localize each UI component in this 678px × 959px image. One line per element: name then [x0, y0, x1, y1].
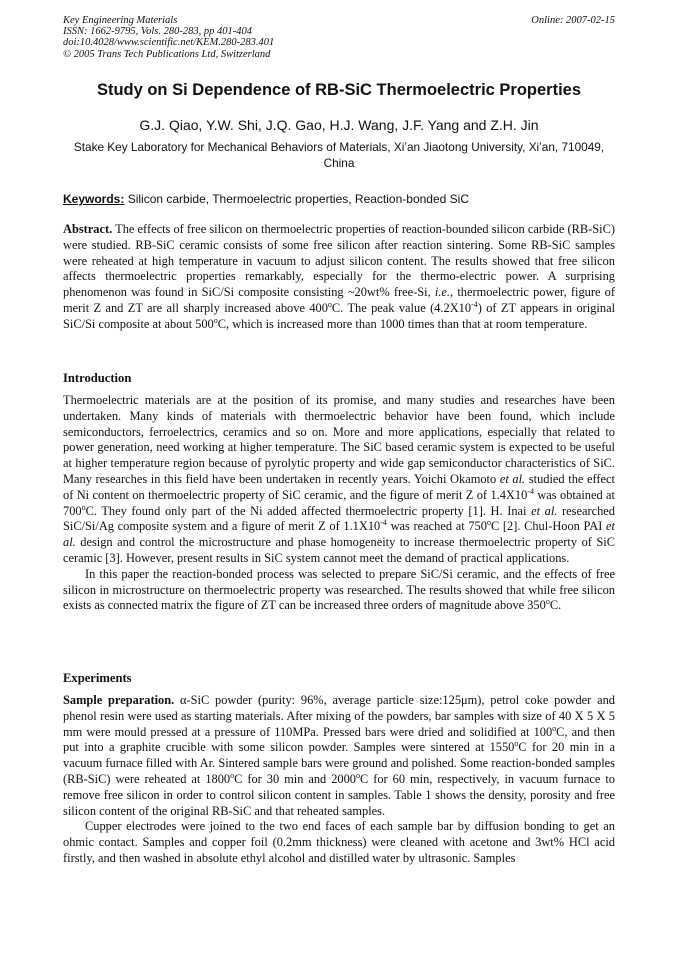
journal-header: [63, 15, 274, 60]
abstract-label: Abstract.: [63, 222, 113, 236]
abstract: Abstract. The effects of free silicon on thermoelectric properties of reaction-bounded silicon carbide (RB-SiC) were studied. RB-SiC ceramic consists of some free silicon after reaction sintering. Some RB-SiC samples were reheated at high temperature in vacuum to adjust silicon content. The results showed that free silicon affects thermoelectric properties remarkably, especially for the thermo-electric power. A surprising phenomenon was found in SiC/Si composite consisting ~20wt% free-Si, i.e., thermoelectric power, figure of merit Z and ZT are all sharply increased above 400$^o$C. The peak value $(4.2X10^{-4})$ of ZT appears in original SiC/Si composite at about 500$^o$C, which is increased more than 1000 times than that at room temperature.: [63, 222, 616, 331]
intro-paragraph: Thermoelectric materials are at the position of its promise, and many studies and researches have been undertaken. Many kinds of materials with thermoelectric behavior have been found, which include semiconductors, ferroelectrics, ceramics and so on. More and more applications, especially that related to power generation, need working at higher temperature. The SiC based ceramic system is expected to be useful at higher temperature region because of pyrolytic property and wide gap semiconductor characteristics of SiC. Many researches in this field have been undertaken in recently years. Yoichi Okamoto et al. studied the effect of Ni content on thermoelectric property of SiC ceramic, and the figure of merit Z of $1.4X10^{-4}$ was obtained at 700$^o$C. They found only part of the Ni added affected thermoelectric property [1]. H. Inai et al. researched SiC/Si/Ag composite system and a figure of merit Z of $1.1X10^{-4}$ was reached at 750$^o$C [2]. Chul-Hoon PAI et al. design and control the microstructure and phase homogeneity to increase thermoelectric property of SiC ceramic [3]. However, present results in SiC system cannot meet the demand of practical applications.: [63, 393, 615, 565]
experiments-heading: Experiments: [63, 671, 132, 685]
experiments-body: [63, 693, 615, 867]
sample-preparation-runin: Sample preparation.: [63, 693, 175, 707]
introduction-body: [63, 393, 615, 614]
affiliation: Stake Key Laboratory for Mechanical Behaviors of Materials, Xi’an Jiaotong University, Xi’an, 710049, China: [73, 140, 605, 170]
experiments-paragraph: Cupper electrodes were joined to the two end faces of each sample bar by diffusion bonding to get an ohmic contact. Samples and copper foil (0.2mm thickness) were cleaned with acetone and 3wt% HCl acid firstly, and then washed in absolute ethyl alcohol and distilled water by ultrasonic. Samples: [63, 819, 615, 865]
keywords-line: Keywords: Silicon carbide, Thermoelectric properties, Reaction-bonded SiC: [63, 192, 469, 206]
doi-line: doi:10.4028/www.scientific.net/KEM.280-283.401: [63, 37, 275, 49]
online-date: Online: 2007-02-15: [531, 15, 615, 26]
copyright-line: © 2005 Trans Tech Publications Ltd, Switzerland: [63, 48, 271, 60]
experiments-paragraph: Sample preparation. α-SiC powder (purity: 96%, average particle size:125μm), petrol coke powder and phenol resin were used as starting materials. After mixing of the powders, bar samples with size of 40 X 5 X 5 mm were mould pressed at a pressure of 110MPa. Pressed bars were dried and solidified at 100$^o$C, and then put into a graphite crucible with some silicon powder. Samples were sintered at 1550$^o$C for 20 min in a vacuum furnace filled with Ar. Sintered sample bars were ground and polished. Some reaction-bonded samples (RB-SiC) were reheated at 1800$^o$C for 30 min and 2000$^o$C for 60 min, respectively, in vacuum furnace to remove free silicon in order to control silicon content in samples. Table 1 shows the density, porosity and free silicon content of the original RB-SiC and that reheated samples.: [63, 693, 616, 818]
keywords-text: Silicon carbide, Thermoelectric properties, Reaction-bonded SiC: [127, 192, 469, 206]
issn-line: ISSN: 1662-9795, Vols. 280-283, pp 401-404: [63, 26, 252, 38]
intro-paragraph: In this paper the reaction-bonded process was selected to prepare SiC/Si ceramic, and the effects of free silicon in microstructure on thermoelectric property was researched. The results showed that while free silicon exists as connected matrix the figure of ZT can be increased three orders of magnitude above 350$^o$C.: [63, 566, 615, 613]
introduction-heading: Introduction: [63, 371, 132, 385]
journal-name: Key Engineering Materials: [63, 15, 178, 26]
author-list: G.J. Qiao, Y.W. Shi, J.Q. Gao, H.J. Wang, J.F. Yang and Z.H. Jin: [139, 117, 539, 133]
keywords-label: Keywords: [63, 192, 121, 206]
paper-title: Study on Si Dependence of RB-SiC Thermoelectric Properties: [96, 81, 582, 99]
